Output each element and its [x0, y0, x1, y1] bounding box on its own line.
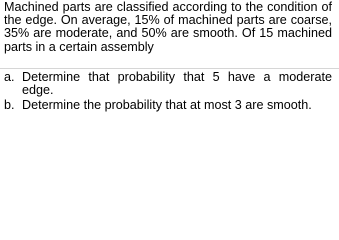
question-list [4, 71, 332, 115]
question-text: Determine the probability that at most 3 are smooth. [22, 98, 312, 113]
section-divider [0, 68, 339, 69]
problem-statement: Machined parts are classified according to the condition of the edge. On average, 15% of machined parts are coarse, 35% are moderate, and 50% are smooth. Of 15 machined parts in a certain assembly [4, 0, 332, 54]
question-item-a [4, 71, 332, 97]
question-marker: b. [4, 98, 15, 113]
question-marker: a. [4, 70, 15, 84]
question-item-b [4, 99, 332, 112]
question-text: Determine that probability that 5 have a moderate edge. [22, 70, 332, 98]
